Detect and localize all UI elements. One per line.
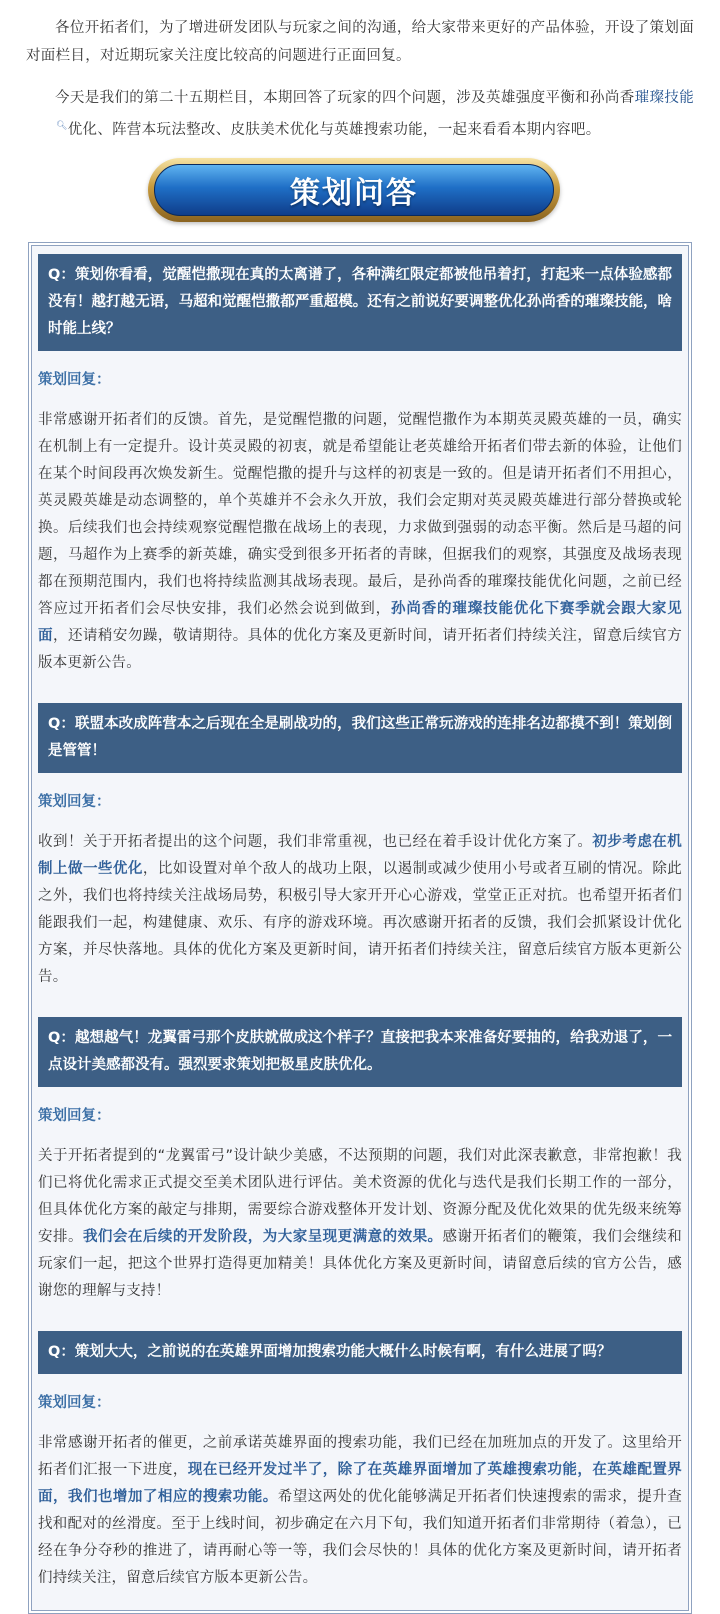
section-banner <box>0 158 720 228</box>
qa-question: Q：策划你看看，觉醒恺撒现在真的太离谱了，各种满红限定都被他吊着打，打起来一点体验感都没有！越打越无语，马超和觉醒恺撒都严重超模。还有之前说好要调整优化孙尚香的璀璨技能，啥时能上线？ <box>38 254 682 351</box>
intro-p2-text: 今天是我们的第二十五期栏目，本期回答了玩家的四个问题，涉及英雄强度平衡和孙尚香 <box>55 90 635 106</box>
qa-reply-label: 策划回复： <box>38 371 111 388</box>
qa-reply-label: 策划回复： <box>38 793 111 810</box>
qa-answer-text-after: 感谢开拓者们的鞭策，我们会继续和玩家们一起，把这个世界打造得更加精美！具体优化方案及更新时间，请留意后续的官方公告，感谢您的理解与支持！ <box>38 1228 682 1299</box>
qa-answer-text-after: ，比如设置对单个敌人的战功上限，以遏制或减少使用小号或者互刷的情况。除此之外，我们也将持续关注战场局势，积极引导大家开开心心游戏，堂堂正正对抗。也希望开拓者们能跟我们一起，构建健康、欢乐、有序的游戏环境。再次感谢开拓者的反馈，我们会抓紧设计优化方案，并尽快落地。具体的优化方案及更新时间，请开拓者们持续关注，留意后续官方版本更新公告。 <box>38 860 682 985</box>
qa-item <box>38 1331 682 1592</box>
qa-answer-highlight: 我们会在后续的开发阶段，为大家呈现更满意的效果。 <box>82 1228 443 1245</box>
banner-frame <box>148 158 560 222</box>
qa-answer-text: 收到！关于开拓者提出的这个问题，我们非常重视，也已经在着手设计优化方案了。 <box>38 833 593 850</box>
intro-paragraph-2 <box>26 84 694 144</box>
qa-answer-text: 关于开拓者提到的“龙翼雷弓”设计缺少美感，不达预期的问题，我们对此深表歉意，非常抱歉！我们已将优化需求正式提交至美术团队进行评估。美术资源的优化与迭代是我们长期工作的一部分，但具体优化方案的敲定与排期，需要综合游戏整体开发计划、资源分配及优化效果的优先级来统筹安排。 <box>38 1147 682 1245</box>
qa-question: Q：策划大大，之前说的在英雄界面增加搜索功能大概什么时候有啊，有什么进展了吗？ <box>38 1331 682 1374</box>
search-icon[interactable]: 🔍︎ <box>56 121 68 131</box>
qa-reply-label: 策划回复： <box>38 1107 111 1124</box>
qa-answer <box>38 1143 682 1305</box>
intro-section <box>0 0 720 144</box>
intro-paragraph-1: 各位开拓者们，为了增进研发团队与玩家之间的沟通，给大家带来更好的产品体验，开设了策划面对面栏目，对近期玩家关注度比较高的问题进行正面回复。 <box>26 20 694 64</box>
qa-item <box>38 703 682 991</box>
intro-p2-text-after: 优化、阵营本玩法整改、皮肤美术优化与英雄搜索功能，一起来看看本期内容吧。 <box>67 121 601 138</box>
qa-frame-inner <box>31 245 689 1611</box>
qa-answer-highlight: 现在已经开发过半了，除了在英雄界面增加了英雄搜索功能，在英雄配置界面，我们也增加了相应的搜索功能。 <box>38 1461 683 1505</box>
qa-answer <box>38 829 682 991</box>
qa-item <box>38 254 682 677</box>
qa-frame <box>28 242 692 1614</box>
qa-answer-text-after: 希望这两处的优化能够满足开拓者们快速搜索的需求，提升查找和配对的丝滑度。至于上线时间，初步确定在六月下旬，我们知道开拓者们非常期待（着急），已经在争分夺秒的推进了，请再耐心等一等，我们会尽快的！具体的优化方案及更新时间，请开拓者们持续关注，留意后续官方版本更新公告。 <box>38 1488 682 1586</box>
qa-item <box>38 1017 682 1305</box>
qa-question: Q：联盟本改成阵营本之后现在全是刷战功的，我们这些正常玩游戏的连排名边都摸不到！策划倒是管管！ <box>38 703 682 773</box>
qa-answer-text-after: ，还请稍安勿躁，敬请期待。具体的优化方案及更新时间，请开拓者们持续关注，留意后续官方版本更新公告。 <box>38 627 682 671</box>
banner-plate <box>154 164 554 216</box>
qa-answer <box>38 407 682 677</box>
qa-answer-highlight: 初步考虑在机制上做一些优化 <box>38 833 682 877</box>
qa-answer-text: 非常感谢开拓者们的反馈。首先，是觉醒恺撒的问题，觉醒恺撒作为本期英灵殿英雄的一员，确实在机制上有一定提升。设计英灵殿的初衷，就是希望能让老英雄给开拓者们带去新的体验，让他们在某个时间段再次焕发新生。觉醒恺撒的提升与这样的初衷是一致的。但是请开拓者们不用担心，英灵殿英雄是动态调整的，单个英雄并不会永久开放，我们会定期对英灵殿英雄进行部分替换或轮换。后续我们也会持续观察觉醒恺撒在战场上的表现，力求做到强弱的动态平衡。然后是马超的问题，马超作为上赛季的新英雄，确实受到很多开拓者的青睐，但据我们的观察，其强度及战场表现都在预期范围内，我们也将持续监测其战场表现。最后，是孙尚香的璀璨技能优化问题，之前已经答应过开拓者们会尽快安排，我们必然会说到做到， <box>38 411 682 617</box>
qa-answer-highlight: 孙尚香的璀璨技能优化下赛季就会跟大家见面 <box>38 600 682 644</box>
banner-title: 策划问答 <box>290 175 418 211</box>
qa-answer <box>38 1430 682 1592</box>
keyword-link-text[interactable]: 璀璨技能 <box>634 90 694 106</box>
qa-reply-label: 策划回复： <box>38 1394 111 1411</box>
qa-answer-text: 非常感谢开拓者的催更，之前承诺英雄界面的搜索功能，我们已经在加班加点的开发了。这里给开拓者们汇报一下进度， <box>38 1434 682 1478</box>
qa-question: Q：越想越气！龙翼雷弓那个皮肤就做成这个样子？直接把我本来准备好要抽的，给我劝退了，一点设计美感都没有。强烈要求策划把极星皮肤优化。 <box>38 1017 682 1087</box>
